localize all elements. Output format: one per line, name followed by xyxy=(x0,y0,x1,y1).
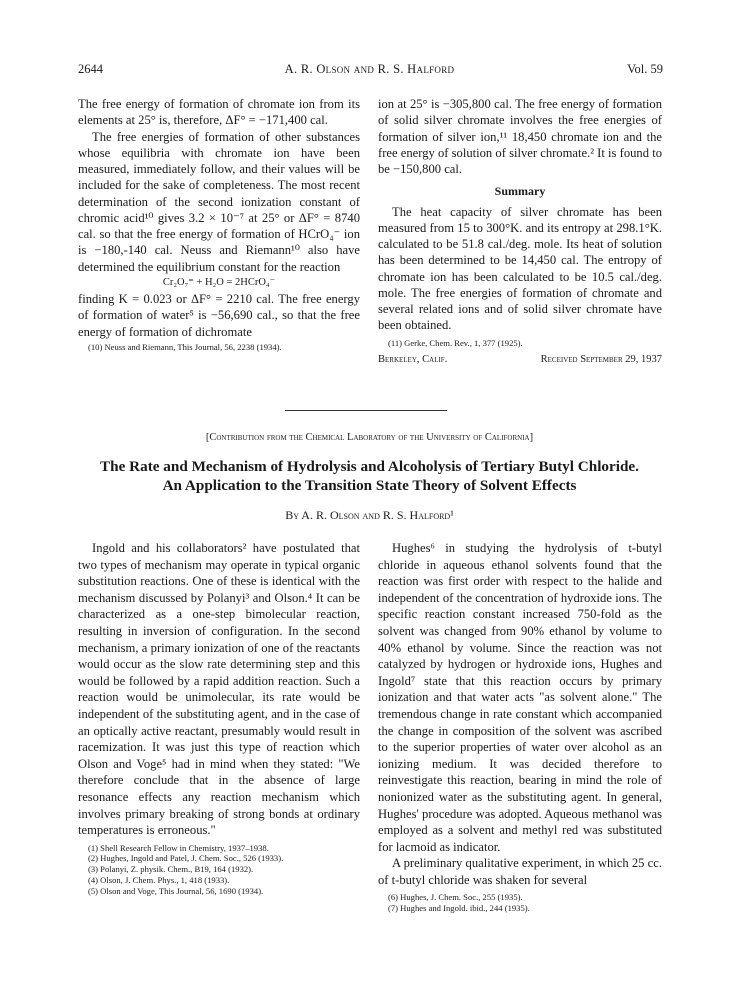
bottom-left-column xyxy=(78,540,360,897)
top-left-column xyxy=(78,96,360,353)
contribution-line: [Contribution from the Chemical Laboratory of the University of California] xyxy=(205,432,534,443)
top-right-column xyxy=(378,96,662,369)
article-title-line1: The Rate and Mechanism of Hydrolysis and Alcoholysis of Tertiary Butyl Chloride. xyxy=(100,458,639,475)
volume-number: Vol. 59 xyxy=(627,62,663,76)
footnote: (7) Hughes and Ingold. ibid., 244 (1935). xyxy=(388,903,530,914)
paragraph: The free energies of formation of other substances whose equilibria with chromate ion have been measured, immediately follow, and their values will be included for the sake of completeness. The most recent determination of the second ionization constant of chromic acid¹⁰ gives 3.2 × 10⁻⁷ at 25° or ΔF° = 8740 cal. so that the free energy of formation of HCrO₄⁻ ion is −180,-140 cal. Neuss and Riemann¹⁰ also have determined the equilibrium constant for the reaction xyxy=(78,129,360,274)
footnote: (10) Neuss and Riemann, This Journal, 56, 2238 (1934). xyxy=(88,341,282,352)
footnotes xyxy=(78,843,360,897)
footnotes xyxy=(378,892,662,914)
byline: By A. R. Olson and R. S. Halford¹ xyxy=(285,508,454,522)
paragraph: The heat capacity of silver chromate has been measured from 15 to 300°K. and its entropy at 298.1°K. calculated to be 51.8 cal./deg. mole. Its heat of solution has been determined to be 14,450 cal. The entropy of chromate ion has been calculated to be 10.5 cal./deg. mole. The free energies of formation of chromate and several related ions and of solid silver chromate have been obtained. xyxy=(378,204,662,333)
section-divider xyxy=(285,410,447,411)
section-heading-summary: Summary xyxy=(494,184,546,199)
footnote: (1) Shell Research Fellow in Chemistry, 1937–1938. xyxy=(88,842,269,853)
paragraph: ion at 25° is −305,800 cal. The free energy of formation of solid silver chromate involves the free energies of formation of silver ion,¹¹ 18,450 chromate ion and the free energy of solution of silver chromate.² It is found to be −150,800 cal. xyxy=(378,97,662,176)
running-header-authors: A. R. Olson and R. S. Halford xyxy=(284,62,455,76)
footnote: (2) Hughes, Ingold and Patel, J. Chem. Soc., 526 (1933). xyxy=(88,853,284,864)
page-number: 2644 xyxy=(78,62,103,76)
article-title-line2: An Application to the Transition State Theory of Solvent Effects xyxy=(162,477,577,494)
signature-line xyxy=(378,352,662,368)
paragraph: A preliminary qualitative experiment, in which 25 cc. of t-butyl chloride was shaken for several xyxy=(378,856,662,887)
paragraph: Hughes⁶ in studying the hydrolysis of t-butyl chloride in aqueous ethanol solvents found that the reaction was first order with respect to the halide and independent of the concentration of hydroxide ions. The specific reaction constant increased 750-fold as the solvent was changed from 90% ethanol by volume to 40% ethanol by volume. Since the reaction was not catalyzed by hydrogen or hydroxide ions, Hughes and Ingold⁷ state that this reaction occurs by primary ionization and that water acts "as solvent alone." The tremendous change in rate constant which accompanied the change in composition of the solvent was ascribed to the superior properties of water over alcohol as an ionizing medium. It was decided therefore to reinvestigate this reaction, bearing in mind the role of nonionized water as the substituting agent. In general, Hughes' procedure was adopted. Aqueous methanol was employed as a solvent and methyl red was substituted for lacmoid as indicator. xyxy=(378,541,662,854)
paragraph: Ingold and his collaborators² have postulated that two types of mechanism may operate in typical organic substitution reactions. One of these is identical with the mechanism discussed by Polanyi³ and Olson.⁴ It can be characterized as a one-step bimolecular reaction, resulting in inversion of configuration. In the second mechanism, a primary ionization of one of the reactants would occur as the slow rate determining step and this would be followed by a rapid addition reaction. Such a reaction would be unimolecular, its rate would be independent of the substituting agent, and in the case of an optically active reactant, presumably would result in racemization. It was just this type of reaction which Olson and Voge⁵ had in mind when they stated: "We therefore conclude that in the absence of large resonance effects any reaction mechanism which involves primary breaking of strong bonds at ordinary temperatures is erroneous." xyxy=(78,541,360,838)
footnote: (3) Polanyi, Z. physik. Chem., B19, 164 (1932). xyxy=(88,864,254,875)
footnote: (4) Olson, J. Chem. Phys., 1, 418 (1933). xyxy=(88,875,230,886)
paragraph: finding K = 0.023 or ΔF° = 2210 cal. The free energy of formation of water⁵ is −56,690 cal., so that the free energy of formation of dichromate xyxy=(78,292,360,339)
footnote: (11) Gerke, Chem. Rev., 1, 377 (1925). xyxy=(388,337,523,348)
footnote: (5) Olson and Voge, This Journal, 56, 1690 (1934). xyxy=(88,885,264,896)
bottom-right-column xyxy=(378,540,662,914)
location: Berkeley, Calif. xyxy=(378,354,448,366)
received-date: Received September 29, 1937 xyxy=(540,354,662,366)
paragraph: The free energy of formation of chromate ion from its elements at 25° is, therefore, ΔF° = −171,400 cal. xyxy=(78,97,360,128)
footnote: (6) Hughes, J. Chem. Soc., 255 (1935). xyxy=(388,892,523,903)
equation: Cr₂O₇⁼ + H₂O = 2HCrO₄⁻ xyxy=(162,276,276,288)
